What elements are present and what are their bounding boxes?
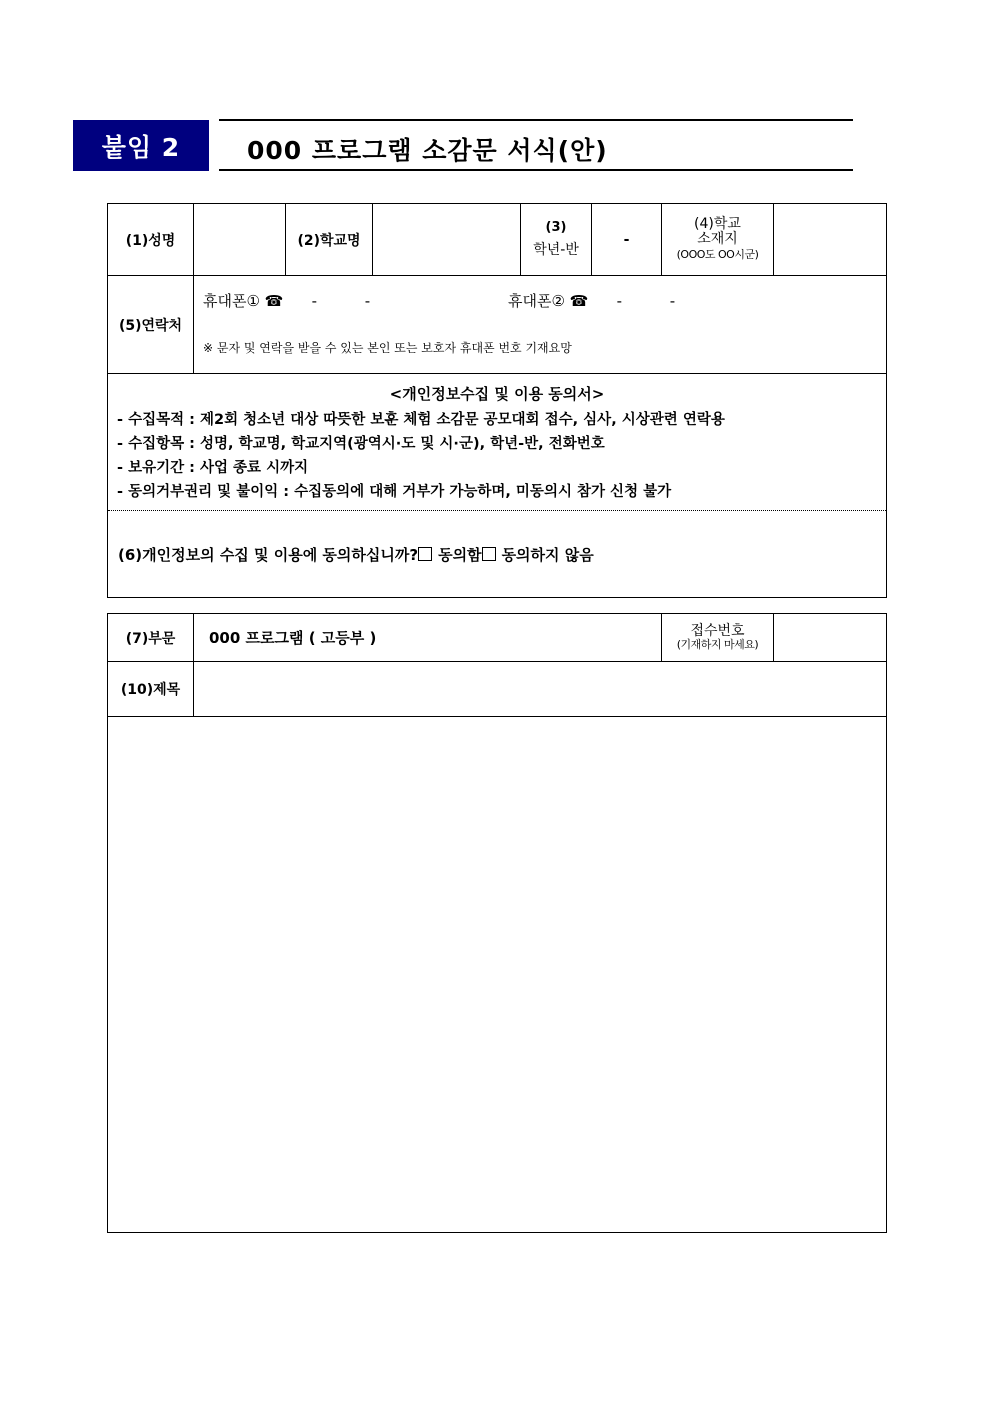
- agree-label: 동의함: [438, 545, 482, 564]
- location-label: [662, 204, 774, 276]
- receipt-label-text: 접수번호: [690, 622, 745, 639]
- receipt-label-hint: (기재하지 마세요): [676, 637, 759, 651]
- essay-title-field[interactable]: [194, 662, 887, 717]
- essay-title-label: (10)제목: [108, 662, 194, 717]
- name-field[interactable]: [194, 204, 286, 276]
- grade-label-number: (3): [545, 220, 567, 235]
- attachment-badge: 붙임 2: [73, 120, 209, 171]
- phone2-field[interactable]: - -: [592, 292, 676, 310]
- phone2-label: 휴대폰② ☎: [508, 292, 589, 310]
- consent-question-row: [108, 511, 886, 597]
- phone1-field[interactable]: - -: [287, 292, 371, 310]
- consent-refusal-rights: - 동의거부권리 및 불이익 : 수집동의에 대해 거부가 가능하며, 미동의시 참가 신청 불가: [117, 484, 672, 500]
- school-field[interactable]: [373, 204, 521, 276]
- location-label-mid: 소재지: [697, 231, 738, 247]
- contact-cell: [194, 276, 887, 374]
- essay-body-field[interactable]: [108, 717, 887, 1233]
- grade-label: [521, 204, 592, 276]
- consent-section: [108, 374, 887, 598]
- location-label-top: (4)학교: [694, 216, 741, 232]
- disagree-checkbox[interactable]: [482, 547, 496, 561]
- location-field[interactable]: [774, 204, 887, 276]
- disagree-label: 동의하지 않음: [501, 545, 594, 564]
- school-label: (2)학교명: [286, 204, 373, 276]
- consent-purpose: - 수집목적 : 제2회 청소년 대상 따뜻한 보훈 체험 소감문 공모대회 접수, 심사, 시상관련 연락용: [117, 412, 725, 428]
- grade-field[interactable]: -: [592, 204, 662, 276]
- consent-retention: - 보유기간 : 사업 종료 시까지: [117, 460, 309, 476]
- consent-title: <개인정보수집 및 이용 동의서>: [389, 385, 605, 403]
- name-label: (1)성명: [108, 204, 194, 276]
- receipt-label: [662, 614, 774, 662]
- category-value: 000 프로그램 ( 고등부 ): [194, 614, 662, 662]
- phone1-label: 휴대폰① ☎: [203, 292, 284, 310]
- receipt-number-field: [774, 614, 887, 662]
- page-title: 000 프로그램 소감문 서식(안): [247, 136, 608, 165]
- consent-items-collected: - 수집항목 : 성명, 학교명, 학교지역(광역시·도 및 시·군), 학년-반, 전화번호: [117, 436, 605, 452]
- consent-question: (6)개인정보의 수집 및 이용에 동의하십니까?: [118, 545, 419, 564]
- phone1-group: [203, 290, 508, 311]
- grade-label-text: 학년-반: [533, 242, 579, 258]
- applicant-info-table: [107, 203, 887, 598]
- contact-note: ※ 문자 및 연락을 받을 수 있는 본인 또는 보호자 휴대폰 번호 기재요망: [203, 341, 572, 355]
- agree-checkbox[interactable]: [418, 547, 432, 561]
- title-frame: [219, 119, 853, 171]
- location-label-hint: (OOO도 OO시군): [676, 248, 759, 261]
- phone2-group: [508, 290, 675, 311]
- submission-table: [107, 613, 887, 1233]
- contact-label: (5)연락처: [108, 276, 194, 374]
- category-label: (7)부문: [108, 614, 194, 662]
